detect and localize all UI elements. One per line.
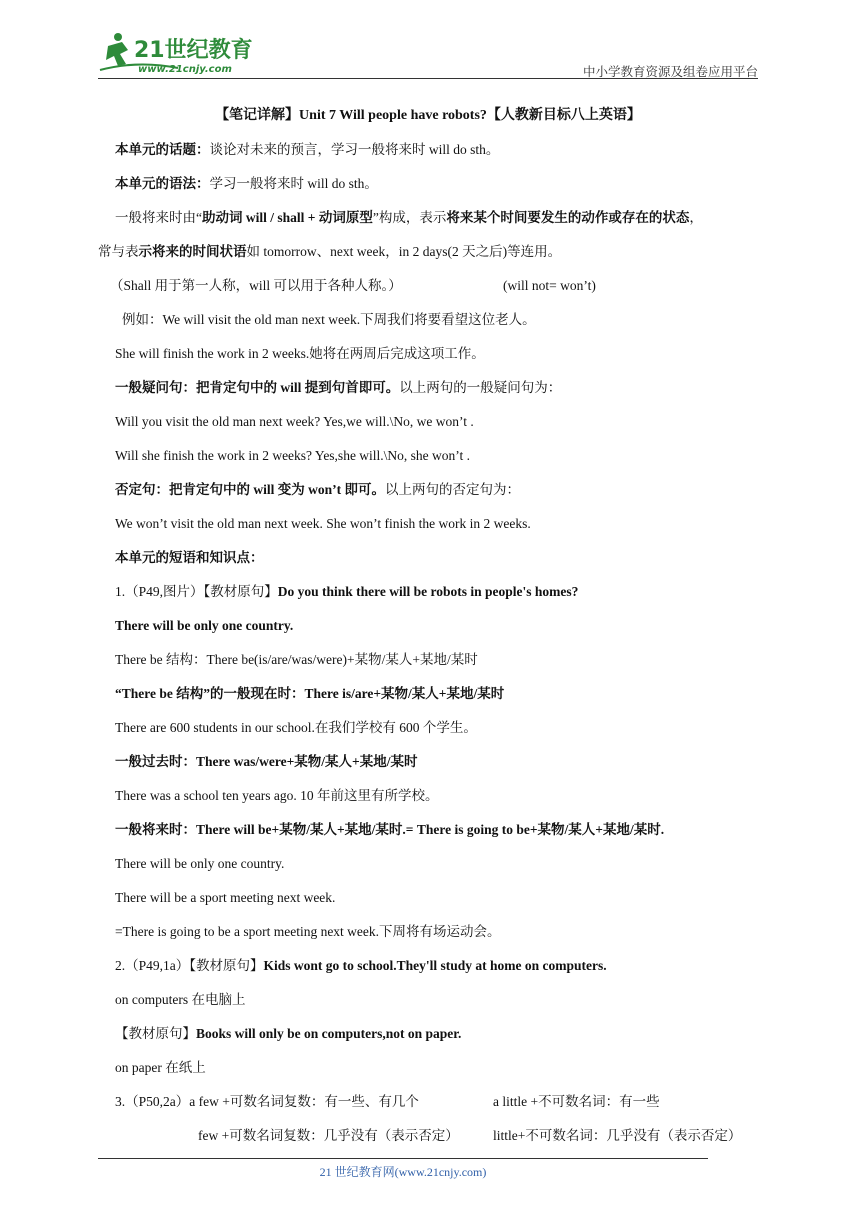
def-part-e: ， [689,210,703,225]
there-be-present-example: There are 600 students in our school.在我们学校有 600 个学生。 [115,720,477,735]
header-platform-text: 中小学教育资源及组卷应用平台 [582,65,758,79]
grammar-line [115,174,378,194]
topic-label: 本单元的话题： [115,142,210,157]
def-part-d: 将来某个时间要发生的动作或存在的状态 [446,210,690,225]
question-rule-bold: 一般疑问句：把肯定句中的 will 提到句首即可。 [115,380,400,395]
item-2b-sentence: Books will only be on computers,not on paper. [196,1026,462,1041]
example-line-2: She will finish the work in 2 weeks.她将在两周后完成这项工作。 [115,346,485,361]
future-tense-definition [115,208,703,228]
document-title: 【笔记详解】Unit 7 Will people have robots?【人教新目标八上英语】 [215,108,641,123]
question-example-1: Will you visit the old man next week? Yes,we will.\No, we won’t . [115,414,474,429]
phrases-heading: 本单元的短语和知识点： [115,550,264,565]
example-line-1: 例如：We will visit the old man next week.下周我们将要看望这位老人。 [122,312,536,327]
item-1-sentence-2: There will be only one country. [115,618,294,633]
question-rule-text: 以上两句的一般疑问句为： [399,380,562,395]
there-be-future-example-3: =There is going to be a sport meeting next week.下周将有场运动会。 [115,924,501,939]
item-2-label: 2.（P49,1a）【教材原句】 [115,958,264,973]
topic-line [115,140,499,160]
item-2-sentence: Kids wont go to school.They'll study at home on computers. [263,958,607,973]
negative-example: We won’t visit the old man next week. She won’t finish the work in 2 weeks. [115,516,531,531]
item-2-source [115,956,607,976]
def2-part-b: 示将来的时间状语 [138,244,247,259]
there-be-structure: There be 结构：There be(is/are/was/were)+某物/某人+某地/某时 [115,652,478,667]
there-be-future-example-2: There will be a sport meeting next week. [115,890,336,905]
there-be-past-example: There was a school ten years ago. 10 年前这里有所学校。 [115,788,439,803]
a-few-rule: 3.（P50,2a）a few +可数名词复数：有一些、有几个 [115,1094,419,1109]
negative-rule-text: 以上两句的否定句为： [385,482,520,497]
there-be-present: “There be 结构”的一般现在时：There is/are+某物/某人+某地/某时 [115,686,505,701]
logo-21cnjy [98,30,268,76]
grammar-text: 学习一般将来时 will do sth。 [209,176,378,191]
on-computers-phrase: on computers 在电脑上 [115,992,246,1007]
shall-note: （Shall 用于第一人称，will 可以用于各种人称。） [110,278,402,293]
grammar-label: 本单元的语法： [115,176,210,191]
negative-rule [115,480,520,500]
item-2b-label: 【教材原句】 [115,1026,196,1041]
logo-text: 21世纪教育 [134,38,253,63]
item-1-sentence: Do you think there will be robots in people's homes? [277,584,579,599]
item-1-source [115,582,578,602]
future-tense-definition-cont [98,242,561,262]
question-rule [115,378,561,398]
logo-url: www.21cnjy.com [138,64,232,75]
def2-part-a: 常与表 [98,244,139,259]
there-be-future-example-1: There will be only one country. [115,856,285,871]
there-be-past: 一般过去时：There was/were+某物/某人+某地/某时 [115,754,418,769]
header-divider [98,78,758,79]
item-1-label: 1.（P49,图片）【教材原句】 [115,584,278,599]
page-header [98,30,758,78]
def-part-b: 助动词 will / shall + 动词原型 [202,210,373,225]
def-part-a: 一般将来时由“ [115,210,202,225]
little-rule: little+不可数名词：几乎没有（表示否定） [493,1128,742,1143]
footer-site-link[interactable]: 21 世纪教育网(www.21cnjy.com) [319,1165,487,1179]
def-part-c: ”构成，表示 [372,210,447,225]
on-paper-phrase: on paper 在纸上 [115,1060,206,1075]
a-little-rule: a little +不可数名词：有一些 [493,1094,660,1109]
wont-note: (will not= won’t) [503,278,596,293]
item-2-source-b [115,1024,461,1044]
negative-rule-bold: 否定句：把肯定句中的 will 变为 won’t 即可。 [115,482,385,497]
footer-divider [98,1158,708,1159]
topic-text: 谈论对未来的预言，学习一般将来时 will do sth。 [209,142,500,157]
few-rule: few +可数名词复数：几乎没有（表示否定） [198,1128,459,1143]
there-be-future: 一般将来时：There will be+某物/某人+某地/某时.= There is going to be+某物/某人+某地/某时. [115,822,665,837]
question-example-2: Will she finish the work in 2 weeks? Yes,she will.\No, she won’t . [115,448,471,463]
def2-part-c: 如 tomorrow、next week，in 2 days(2 天之后)等连用。 [246,244,562,259]
